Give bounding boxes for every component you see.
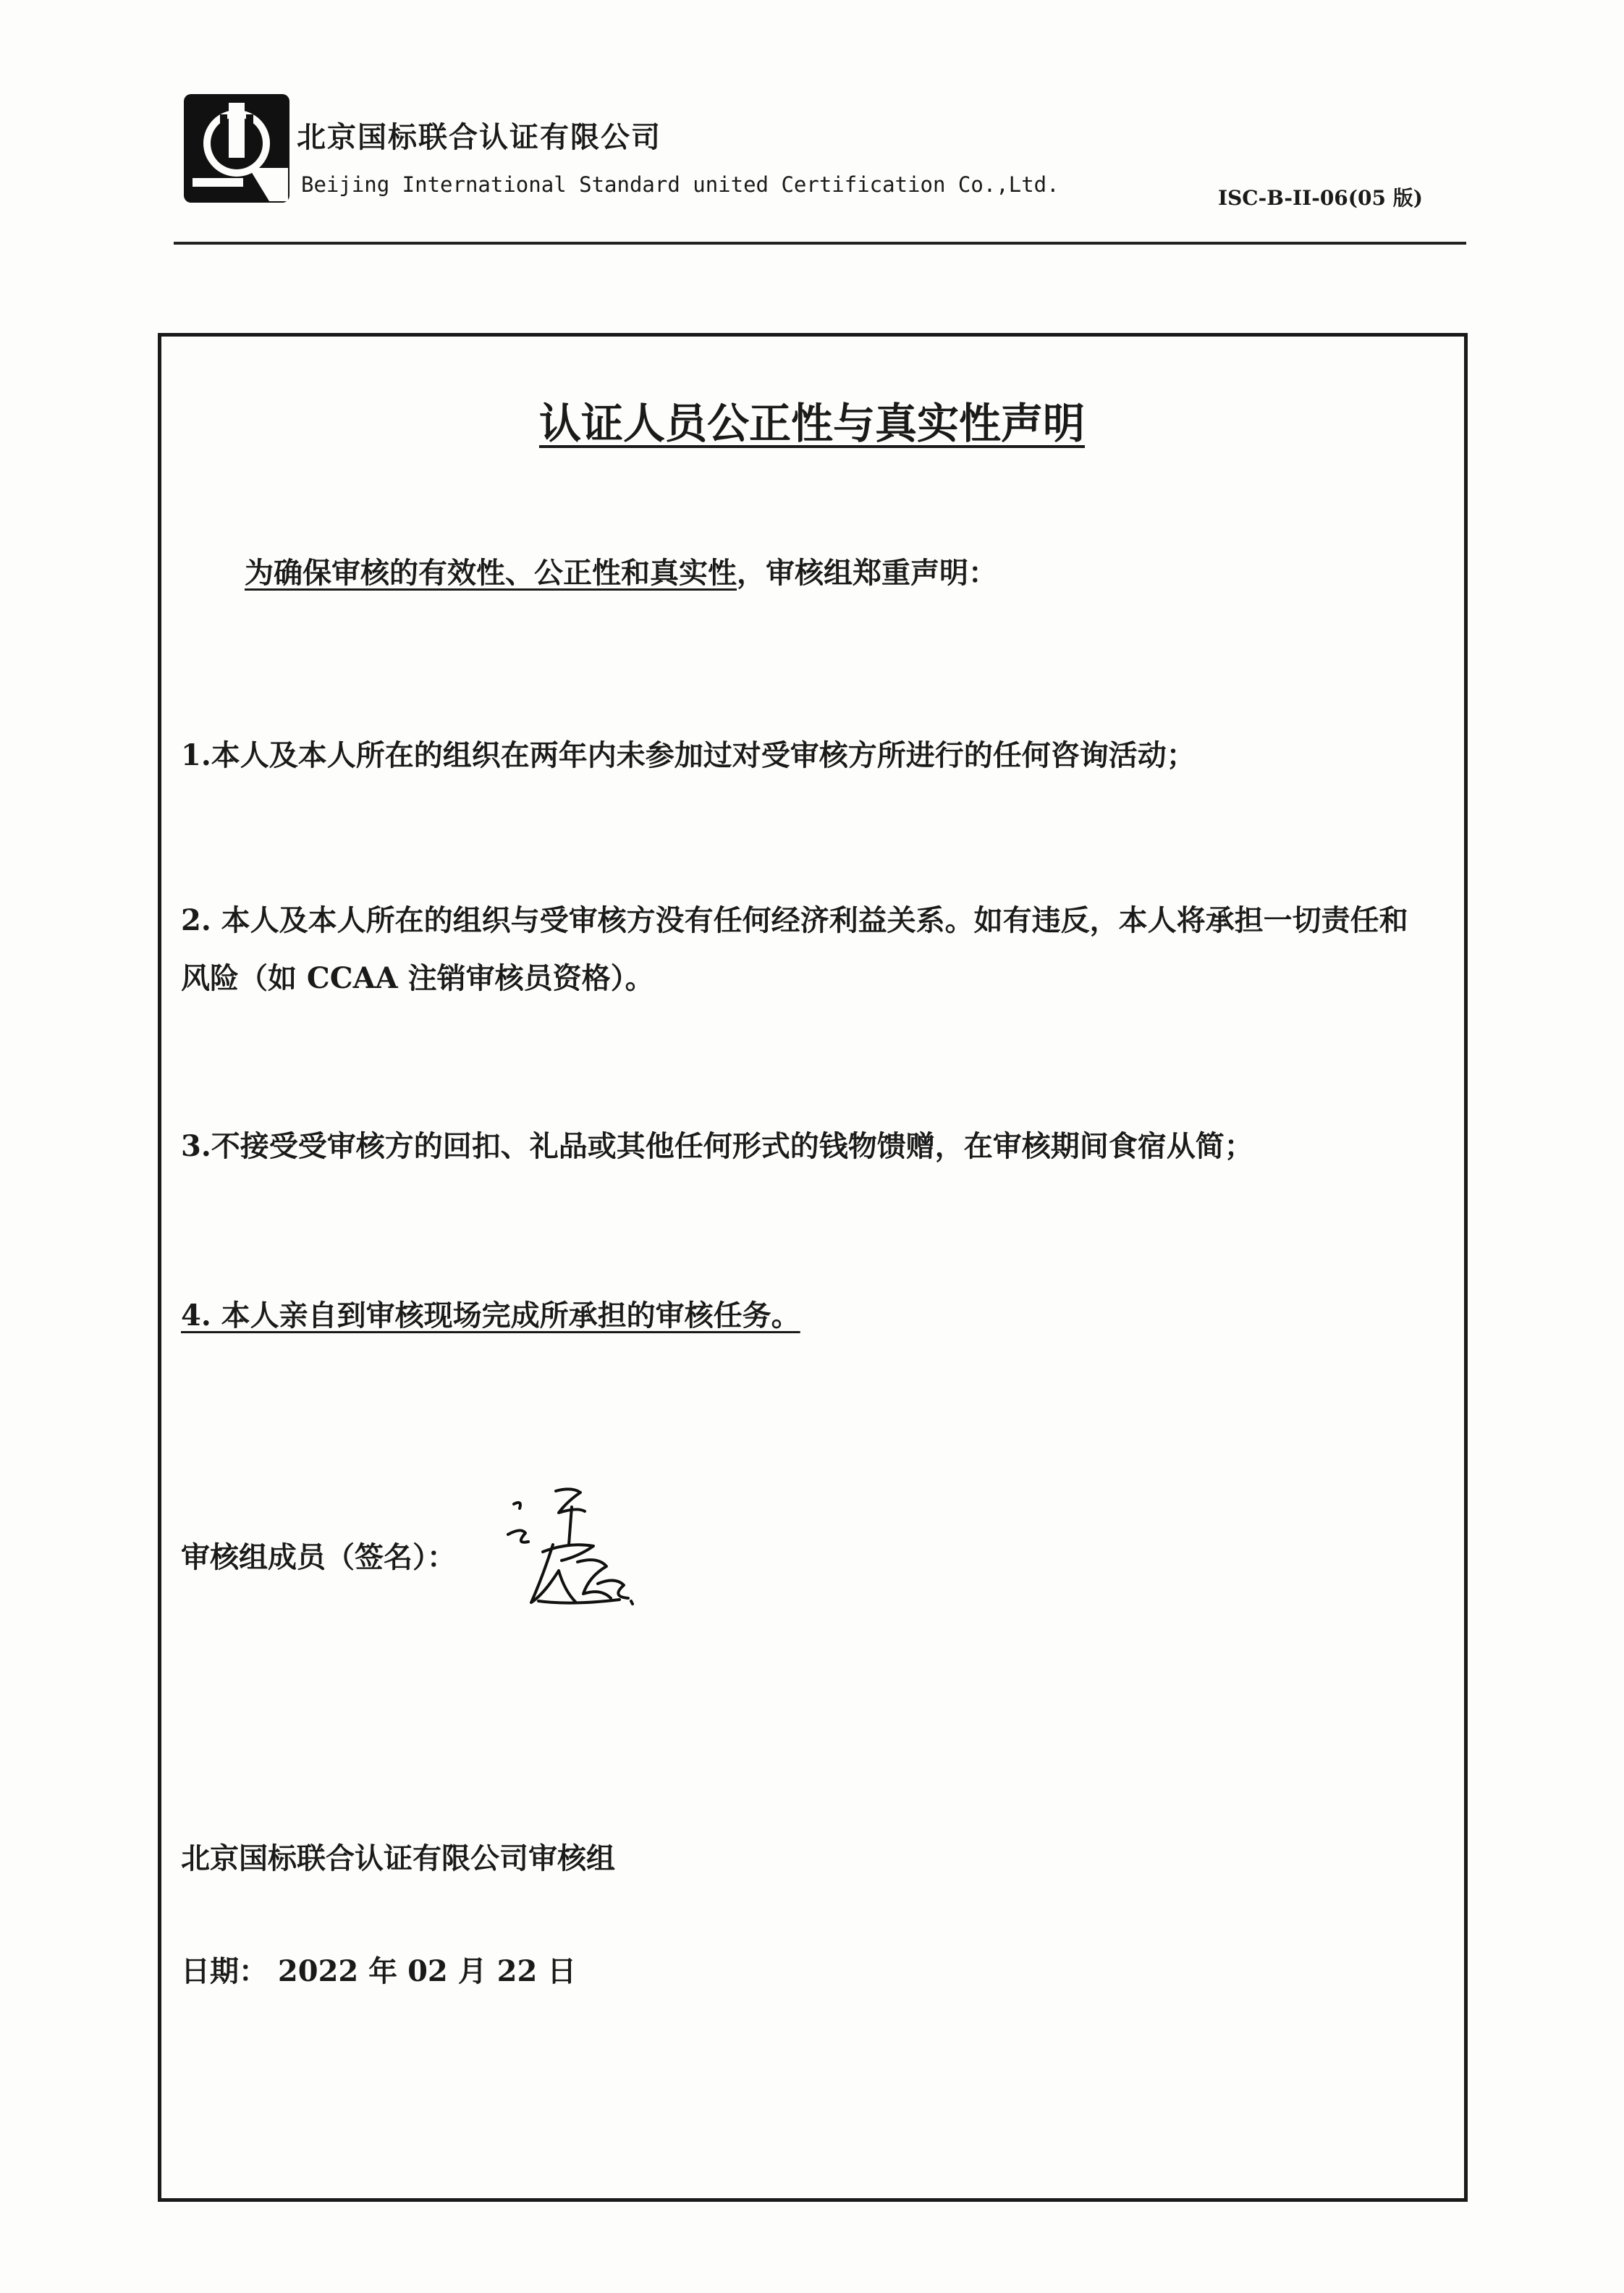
intro-rest: ，审核组郑重声明： — [737, 556, 997, 590]
item-2-line-2: 风险（如 CCAA 注销审核员资格）。 — [181, 961, 654, 995]
item-1: 1.本人及本人所在的组织在两年内未参加过对受审核方所进行的任何咨询活动； — [181, 738, 1196, 772]
item-4-text: 4. 本人亲自到审核现场完成所承担的审核任务。 — [181, 1298, 800, 1333]
item-2-line-1: 2. 本人及本人所在的组织与受审核方没有任何经济利益关系。如有违反，本人将承担一切责任和 — [181, 903, 1408, 937]
signature-label: 审核组成员（签名）： — [181, 1540, 456, 1574]
intro-underlined: 为确保审核的有效性、公正性和真实性 — [245, 556, 737, 590]
item-3: 3.不接受受审核方的回扣、礼品或其他任何形式的钱物馈赠，在审核期间食宿从简； — [181, 1129, 1253, 1163]
item-4 — [181, 1293, 800, 1334]
organization-name: 北京国标联合认证有限公司审核组 — [181, 1841, 615, 1875]
company-name-en: Beijing International Standard united Certification Co.,Ltd. — [301, 172, 1060, 197]
page-title — [0, 389, 1624, 450]
company-name-cn: 北京国标联合认证有限公司 — [297, 120, 661, 154]
header-rule — [174, 242, 1466, 245]
company-logo-icon — [182, 93, 291, 204]
intro-line — [245, 550, 997, 591]
document-code: ISC-B-II-06(05 版) — [1217, 186, 1423, 210]
date-line: 日期： 2022 年 02 月 22 日 — [181, 1954, 577, 1988]
handwritten-signature — [499, 1475, 659, 1634]
declaration-frame — [158, 333, 1468, 2202]
title-text: 认证人员公正性与真实性声明 — [538, 399, 1085, 448]
